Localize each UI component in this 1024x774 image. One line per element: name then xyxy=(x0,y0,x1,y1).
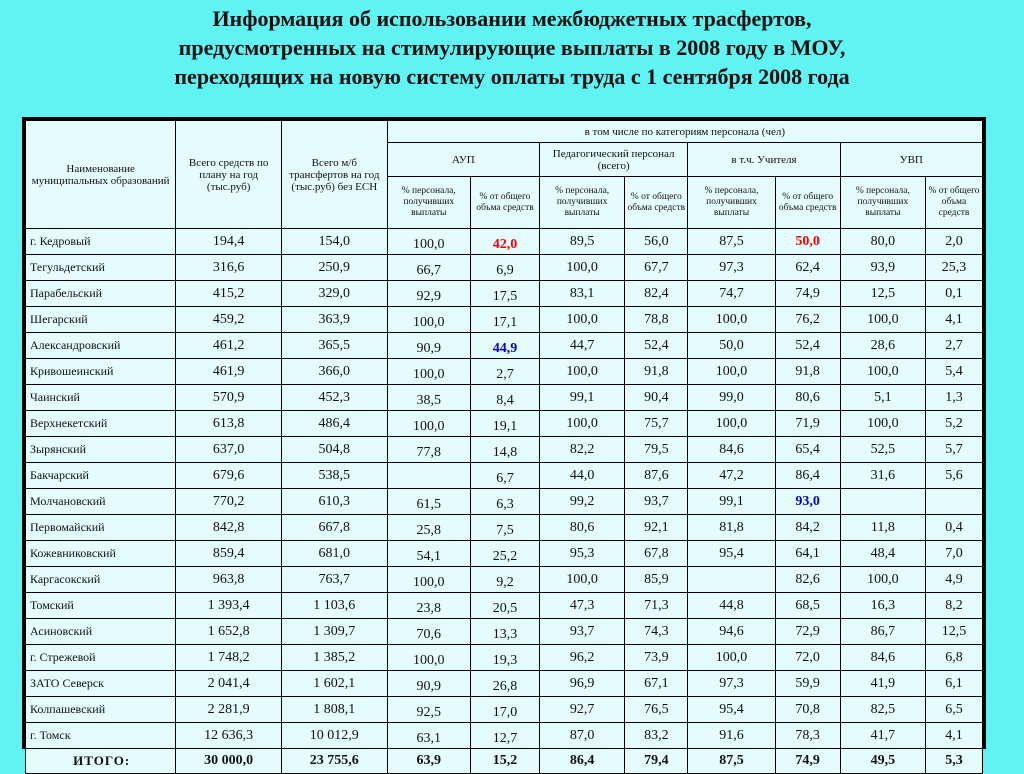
header-ped-pct-total: % от общего объма средств xyxy=(625,177,688,229)
table-row xyxy=(26,463,983,489)
cell-ped-pct-staff: 96,9 xyxy=(540,671,625,697)
cell-ped-pct-staff: 89,5 xyxy=(540,229,625,255)
cell-plan: 1 748,2 xyxy=(176,645,282,671)
cell-teachers-pct-total: 80,6 xyxy=(775,385,840,411)
cell-teachers-pct-total: 84,2 xyxy=(775,515,840,541)
total-cell-transfer: 23 755,6 xyxy=(281,749,387,774)
cell-aup-pct-staff: 54,1 xyxy=(387,541,470,567)
table-row xyxy=(26,489,983,515)
cell-teachers-pct-staff: 95,4 xyxy=(688,541,775,567)
cell-ped-pct-staff: 99,2 xyxy=(540,489,625,515)
cell-ped-pct-staff: 95,3 xyxy=(540,541,625,567)
cell-name: Бакчарский xyxy=(26,463,176,489)
cell-name: Александровский xyxy=(26,333,176,359)
cell-ped-pct-total: 90,4 xyxy=(625,385,688,411)
cell-transfer: 1 309,7 xyxy=(281,619,387,645)
cell-ped-pct-total: 75,7 xyxy=(625,411,688,437)
cell-uvp-pct-total: 0,1 xyxy=(926,281,983,307)
cell-teachers-pct-staff xyxy=(688,567,775,593)
cell-aup-pct-staff: 23,8 xyxy=(387,593,470,619)
cell-teachers-pct-staff: 47,2 xyxy=(688,463,775,489)
cell-transfer: 154,0 xyxy=(281,229,387,255)
cell-aup-pct-total: 8,4 xyxy=(470,385,539,411)
cell-aup-pct-staff: 90,9 xyxy=(387,671,470,697)
cell-aup-pct-total: 2,7 xyxy=(470,359,539,385)
cell-aup-pct-total: 25,2 xyxy=(470,541,539,567)
cell-uvp-pct-total: 2,0 xyxy=(926,229,983,255)
cell-uvp-pct-staff: 12,5 xyxy=(840,281,925,307)
cell-uvp-pct-total: 5,4 xyxy=(926,359,983,385)
cell-aup-pct-staff: 100,0 xyxy=(387,359,470,385)
cell-uvp-pct-total: 2,7 xyxy=(926,333,983,359)
cell-name: Каргасокский xyxy=(26,567,176,593)
cell-ped-pct-total: 78,8 xyxy=(625,307,688,333)
cell-name: ЗАТО Северск xyxy=(26,671,176,697)
cell-plan: 570,9 xyxy=(176,385,282,411)
cell-ped-pct-staff: 87,0 xyxy=(540,723,625,749)
cell-uvp-pct-staff: 100,0 xyxy=(840,359,925,385)
cell-ped-pct-staff: 47,3 xyxy=(540,593,625,619)
cell-uvp-pct-total: 6,8 xyxy=(926,645,983,671)
cell-teachers-pct-staff: 97,3 xyxy=(688,671,775,697)
table-body xyxy=(26,229,983,774)
total-cell-name: ИТОГО: xyxy=(26,749,176,774)
cell-ped-pct-total: 56,0 xyxy=(625,229,688,255)
table-row xyxy=(26,515,983,541)
table-row xyxy=(26,593,983,619)
cell-aup-pct-staff: 77,8 xyxy=(387,437,470,463)
cell-teachers-pct-total: 52,4 xyxy=(775,333,840,359)
cell-teachers-pct-staff: 91,6 xyxy=(688,723,775,749)
table-row xyxy=(26,619,983,645)
cell-ped-pct-total: 67,8 xyxy=(625,541,688,567)
cell-transfer: 250,9 xyxy=(281,255,387,281)
cell-teachers-pct-total: 62,4 xyxy=(775,255,840,281)
cell-plan: 461,9 xyxy=(176,359,282,385)
cell-name: Зырянский xyxy=(26,437,176,463)
cell-uvp-pct-staff: 84,6 xyxy=(840,645,925,671)
cell-aup-pct-total: 17,0 xyxy=(470,697,539,723)
cell-teachers-pct-staff: 50,0 xyxy=(688,333,775,359)
header-ped-pct-staff: % персонала, получивших выплаты xyxy=(540,177,625,229)
cell-transfer: 486,4 xyxy=(281,411,387,437)
cell-plan: 2 041,4 xyxy=(176,671,282,697)
cell-plan: 1 393,4 xyxy=(176,593,282,619)
cell-teachers-pct-total: 91,8 xyxy=(775,359,840,385)
cell-name: Тегульдетский xyxy=(26,255,176,281)
header-teachers: в т.ч. Учителя xyxy=(688,143,840,177)
cell-aup-pct-total: 19,1 xyxy=(470,411,539,437)
cell-name: г. Томск xyxy=(26,723,176,749)
total-cell-ped-pct-staff: 86,4 xyxy=(540,749,625,774)
header-aup: АУП xyxy=(387,143,539,177)
cell-plan: 1 652,8 xyxy=(176,619,282,645)
cell-ped-pct-total: 76,5 xyxy=(625,697,688,723)
table-row xyxy=(26,541,983,567)
cell-ped-pct-total: 52,4 xyxy=(625,333,688,359)
cell-plan: 770,2 xyxy=(176,489,282,515)
cell-transfer: 1 103,6 xyxy=(281,593,387,619)
cell-name: Кожевниковский xyxy=(26,541,176,567)
cell-transfer: 504,8 xyxy=(281,437,387,463)
cell-transfer: 610,3 xyxy=(281,489,387,515)
cell-plan: 842,8 xyxy=(176,515,282,541)
cell-ped-pct-staff: 92,7 xyxy=(540,697,625,723)
cell-teachers-pct-total: 74,9 xyxy=(775,281,840,307)
cell-teachers-pct-total: 59,9 xyxy=(775,671,840,697)
cell-uvp-pct-staff: 52,5 xyxy=(840,437,925,463)
cell-uvp-pct-staff: 80,0 xyxy=(840,229,925,255)
cell-ped-pct-staff: 93,7 xyxy=(540,619,625,645)
cell-uvp-pct-total xyxy=(926,489,983,515)
cell-name: Томский xyxy=(26,593,176,619)
cell-aup-pct-total: 9,2 xyxy=(470,567,539,593)
table-row xyxy=(26,229,983,255)
cell-transfer: 763,7 xyxy=(281,567,387,593)
cell-aup-pct-total: 42,0 xyxy=(470,229,539,255)
cell-aup-pct-staff: 63,1 xyxy=(387,723,470,749)
total-cell-aup-pct-total: 15,2 xyxy=(470,749,539,774)
cell-ped-pct-staff: 44,7 xyxy=(540,333,625,359)
cell-aup-pct-total: 12,7 xyxy=(470,723,539,749)
cell-aup-pct-staff: 100,0 xyxy=(387,307,470,333)
cell-teachers-pct-staff: 87,5 xyxy=(688,229,775,255)
cell-plan: 679,6 xyxy=(176,463,282,489)
cell-name: Первомайский xyxy=(26,515,176,541)
cell-name: Молчановский xyxy=(26,489,176,515)
cell-uvp-pct-total: 7,0 xyxy=(926,541,983,567)
cell-uvp-pct-total: 12,5 xyxy=(926,619,983,645)
cell-ped-pct-total: 83,2 xyxy=(625,723,688,749)
table-row xyxy=(26,671,983,697)
title-line-3: переходящих на новую систему оплаты труда с 1 сентября 2008 года xyxy=(174,64,850,89)
header-teachers-pct-staff: % персонала, получивших выплаты xyxy=(688,177,775,229)
cell-teachers-pct-total: 72,0 xyxy=(775,645,840,671)
cell-name: г. Кедровый xyxy=(26,229,176,255)
cell-uvp-pct-total: 4,1 xyxy=(926,723,983,749)
cell-plan: 859,4 xyxy=(176,541,282,567)
cell-uvp-pct-total: 4,9 xyxy=(926,567,983,593)
table-row xyxy=(26,385,983,411)
header-ped: Педагогический персонал (всего) xyxy=(540,143,688,177)
cell-ped-pct-staff: 99,1 xyxy=(540,385,625,411)
cell-teachers-pct-staff: 44,8 xyxy=(688,593,775,619)
cell-aup-pct-staff: 25,8 xyxy=(387,515,470,541)
cell-ped-pct-total: 87,6 xyxy=(625,463,688,489)
cell-plan: 459,2 xyxy=(176,307,282,333)
data-table-frame xyxy=(22,117,986,768)
cell-plan: 316,6 xyxy=(176,255,282,281)
cell-plan: 637,0 xyxy=(176,437,282,463)
header-uvp: УВП xyxy=(840,143,982,177)
cell-uvp-pct-staff: 100,0 xyxy=(840,411,925,437)
cell-teachers-pct-staff: 100,0 xyxy=(688,307,775,333)
cell-plan: 461,2 xyxy=(176,333,282,359)
cell-uvp-pct-staff: 100,0 xyxy=(840,567,925,593)
cell-uvp-pct-total: 5,6 xyxy=(926,463,983,489)
cell-transfer: 10 012,9 xyxy=(281,723,387,749)
total-row xyxy=(26,749,983,774)
cell-teachers-pct-staff: 74,7 xyxy=(688,281,775,307)
cell-teachers-pct-total: 93,0 xyxy=(775,489,840,515)
cell-aup-pct-staff: 38,5 xyxy=(387,385,470,411)
table-row xyxy=(26,307,983,333)
title-line-1: Информация об использовании межбюджетных трасфертов, xyxy=(212,6,812,31)
table-row xyxy=(26,697,983,723)
header-uvp-pct-total: % от общего объма средств xyxy=(926,177,983,229)
cell-transfer: 363,9 xyxy=(281,307,387,333)
table-row xyxy=(26,359,983,385)
cell-name: г. Стрежевой xyxy=(26,645,176,671)
cell-uvp-pct-total: 6,1 xyxy=(926,671,983,697)
cell-ped-pct-total: 79,5 xyxy=(625,437,688,463)
cell-ped-pct-staff: 100,0 xyxy=(540,307,625,333)
cell-plan: 2 281,9 xyxy=(176,697,282,723)
cell-transfer: 365,5 xyxy=(281,333,387,359)
table-row xyxy=(26,723,983,749)
cell-uvp-pct-staff: 93,9 xyxy=(840,255,925,281)
total-cell-teachers-pct-staff: 87,5 xyxy=(688,749,775,774)
cell-name: Асиновский xyxy=(26,619,176,645)
title-line-2: предусмотренных на стимулирующие выплаты в 2008 году в МОУ, xyxy=(178,35,846,60)
cell-uvp-pct-staff: 5,1 xyxy=(840,385,925,411)
table-row xyxy=(26,411,983,437)
table-row xyxy=(26,645,983,671)
cell-aup-pct-total: 13,3 xyxy=(470,619,539,645)
cell-uvp-pct-staff xyxy=(840,489,925,515)
cell-uvp-pct-total: 5,2 xyxy=(926,411,983,437)
cell-transfer: 329,0 xyxy=(281,281,387,307)
cell-transfer: 681,0 xyxy=(281,541,387,567)
cell-aup-pct-total: 7,5 xyxy=(470,515,539,541)
cell-transfer: 1 385,2 xyxy=(281,645,387,671)
cell-transfer: 538,5 xyxy=(281,463,387,489)
cell-teachers-pct-staff: 99,0 xyxy=(688,385,775,411)
cell-uvp-pct-staff: 16,3 xyxy=(840,593,925,619)
cell-uvp-pct-total: 1,3 xyxy=(926,385,983,411)
table-row xyxy=(26,255,983,281)
cell-aup-pct-total: 20,5 xyxy=(470,593,539,619)
table-row xyxy=(26,567,983,593)
cell-aup-pct-staff: 90,9 xyxy=(387,333,470,359)
cell-uvp-pct-staff: 82,5 xyxy=(840,697,925,723)
total-cell-ped-pct-total: 79,4 xyxy=(625,749,688,774)
cell-ped-pct-staff: 83,1 xyxy=(540,281,625,307)
cell-uvp-pct-staff: 41,9 xyxy=(840,671,925,697)
cell-teachers-pct-total: 72,9 xyxy=(775,619,840,645)
header-categories: в том числе по категориям персонала (чел) xyxy=(387,121,982,143)
cell-ped-pct-total: 73,9 xyxy=(625,645,688,671)
cell-teachers-pct-total: 68,5 xyxy=(775,593,840,619)
cell-teachers-pct-total: 76,2 xyxy=(775,307,840,333)
table-row xyxy=(26,281,983,307)
cell-teachers-pct-staff: 99,1 xyxy=(688,489,775,515)
cell-aup-pct-total: 19,3 xyxy=(470,645,539,671)
transfers-table xyxy=(25,120,983,774)
cell-ped-pct-total: 67,7 xyxy=(625,255,688,281)
cell-aup-pct-total: 17,1 xyxy=(470,307,539,333)
cell-teachers-pct-staff: 97,3 xyxy=(688,255,775,281)
cell-name: Верхнекетский xyxy=(26,411,176,437)
cell-ped-pct-total: 91,8 xyxy=(625,359,688,385)
cell-uvp-pct-total: 4,1 xyxy=(926,307,983,333)
total-cell-teachers-pct-total: 74,9 xyxy=(775,749,840,774)
cell-ped-pct-staff: 82,2 xyxy=(540,437,625,463)
cell-transfer: 667,8 xyxy=(281,515,387,541)
cell-teachers-pct-staff: 95,4 xyxy=(688,697,775,723)
cell-uvp-pct-total: 0,4 xyxy=(926,515,983,541)
cell-transfer: 1 808,1 xyxy=(281,697,387,723)
cell-plan: 415,2 xyxy=(176,281,282,307)
cell-teachers-pct-total: 82,6 xyxy=(775,567,840,593)
header-uvp-pct-staff: % персонала, получивших выплаты xyxy=(840,177,925,229)
cell-uvp-pct-staff: 28,6 xyxy=(840,333,925,359)
cell-aup-pct-total: 6,9 xyxy=(470,255,539,281)
cell-aup-pct-staff: 61,5 xyxy=(387,489,470,515)
cell-plan: 963,8 xyxy=(176,567,282,593)
cell-uvp-pct-staff: 100,0 xyxy=(840,307,925,333)
cell-name: Чаинский xyxy=(26,385,176,411)
cell-name: Кривошеинский xyxy=(26,359,176,385)
cell-teachers-pct-staff: 84,6 xyxy=(688,437,775,463)
cell-aup-pct-staff: 100,0 xyxy=(387,567,470,593)
cell-ped-pct-staff: 80,6 xyxy=(540,515,625,541)
cell-uvp-pct-total: 6,5 xyxy=(926,697,983,723)
cell-teachers-pct-total: 64,1 xyxy=(775,541,840,567)
cell-name: Парабельский xyxy=(26,281,176,307)
total-cell-uvp-pct-total: 5,3 xyxy=(926,749,983,774)
cell-teachers-pct-total: 50,0 xyxy=(775,229,840,255)
cell-aup-pct-staff: 100,0 xyxy=(387,645,470,671)
header-aup-pct-staff: % персонала, получивших выплаты xyxy=(387,177,470,229)
cell-teachers-pct-staff: 94,6 xyxy=(688,619,775,645)
cell-transfer: 1 602,1 xyxy=(281,671,387,697)
cell-ped-pct-total: 71,3 xyxy=(625,593,688,619)
cell-uvp-pct-total: 8,2 xyxy=(926,593,983,619)
cell-ped-pct-staff: 100,0 xyxy=(540,567,625,593)
cell-ped-pct-staff: 100,0 xyxy=(540,411,625,437)
cell-uvp-pct-total: 5,7 xyxy=(926,437,983,463)
cell-ped-pct-total: 85,9 xyxy=(625,567,688,593)
total-cell-uvp-pct-staff: 49,5 xyxy=(840,749,925,774)
header-teachers-pct-total: % от общего объма средств xyxy=(775,177,840,229)
cell-uvp-pct-staff: 41,7 xyxy=(840,723,925,749)
cell-aup-pct-total: 44,9 xyxy=(470,333,539,359)
cell-teachers-pct-staff: 100,0 xyxy=(688,359,775,385)
cell-ped-pct-total: 82,4 xyxy=(625,281,688,307)
cell-teachers-pct-total: 65,4 xyxy=(775,437,840,463)
cell-ped-pct-staff: 100,0 xyxy=(540,359,625,385)
cell-ped-pct-staff: 44,0 xyxy=(540,463,625,489)
cell-teachers-pct-total: 71,9 xyxy=(775,411,840,437)
cell-transfer: 366,0 xyxy=(281,359,387,385)
cell-name: Колпашевский xyxy=(26,697,176,723)
cell-aup-pct-total: 14,8 xyxy=(470,437,539,463)
cell-aup-pct-staff xyxy=(387,463,470,489)
header-total-transfer: Всего м/б трансфертов на год (тыс.руб) без ЕСН xyxy=(281,121,387,229)
cell-aup-pct-staff: 100,0 xyxy=(387,229,470,255)
cell-aup-pct-staff: 70,6 xyxy=(387,619,470,645)
cell-aup-pct-staff: 92,9 xyxy=(387,281,470,307)
cell-name: Шегарский xyxy=(26,307,176,333)
cell-ped-pct-staff: 100,0 xyxy=(540,255,625,281)
page-title xyxy=(0,4,1024,91)
header-name: Наименование муниципальных образований xyxy=(26,121,176,229)
cell-teachers-pct-total: 86,4 xyxy=(775,463,840,489)
table-row xyxy=(26,437,983,463)
cell-uvp-pct-staff: 48,4 xyxy=(840,541,925,567)
cell-teachers-pct-staff: 81,8 xyxy=(688,515,775,541)
cell-plan: 194,4 xyxy=(176,229,282,255)
total-cell-aup-pct-staff: 63,9 xyxy=(387,749,470,774)
header-total-plan: Всего средств по плану на год (тыс.руб) xyxy=(176,121,282,229)
cell-ped-pct-total: 67,1 xyxy=(625,671,688,697)
cell-teachers-pct-staff: 100,0 xyxy=(688,411,775,437)
cell-teachers-pct-staff: 100,0 xyxy=(688,645,775,671)
cell-ped-pct-staff: 96,2 xyxy=(540,645,625,671)
cell-uvp-pct-staff: 11,8 xyxy=(840,515,925,541)
cell-ped-pct-total: 92,1 xyxy=(625,515,688,541)
total-cell-plan: 30 000,0 xyxy=(176,749,282,774)
cell-plan: 613,8 xyxy=(176,411,282,437)
cell-aup-pct-total: 17,5 xyxy=(470,281,539,307)
cell-uvp-pct-staff: 31,6 xyxy=(840,463,925,489)
table-row xyxy=(26,333,983,359)
cell-plan: 12 636,3 xyxy=(176,723,282,749)
cell-aup-pct-total: 6,7 xyxy=(470,463,539,489)
cell-aup-pct-total: 6,3 xyxy=(470,489,539,515)
cell-teachers-pct-total: 70,8 xyxy=(775,697,840,723)
cell-ped-pct-total: 74,3 xyxy=(625,619,688,645)
cell-uvp-pct-staff: 86,7 xyxy=(840,619,925,645)
cell-aup-pct-staff: 66,7 xyxy=(387,255,470,281)
cell-aup-pct-staff: 100,0 xyxy=(387,411,470,437)
cell-teachers-pct-total: 78,3 xyxy=(775,723,840,749)
cell-aup-pct-staff: 92,5 xyxy=(387,697,470,723)
cell-aup-pct-total: 26,8 xyxy=(470,671,539,697)
cell-ped-pct-total: 93,7 xyxy=(625,489,688,515)
header-aup-pct-total: % от общего объма средств xyxy=(470,177,539,229)
cell-transfer: 452,3 xyxy=(281,385,387,411)
cell-uvp-pct-total: 25,3 xyxy=(926,255,983,281)
